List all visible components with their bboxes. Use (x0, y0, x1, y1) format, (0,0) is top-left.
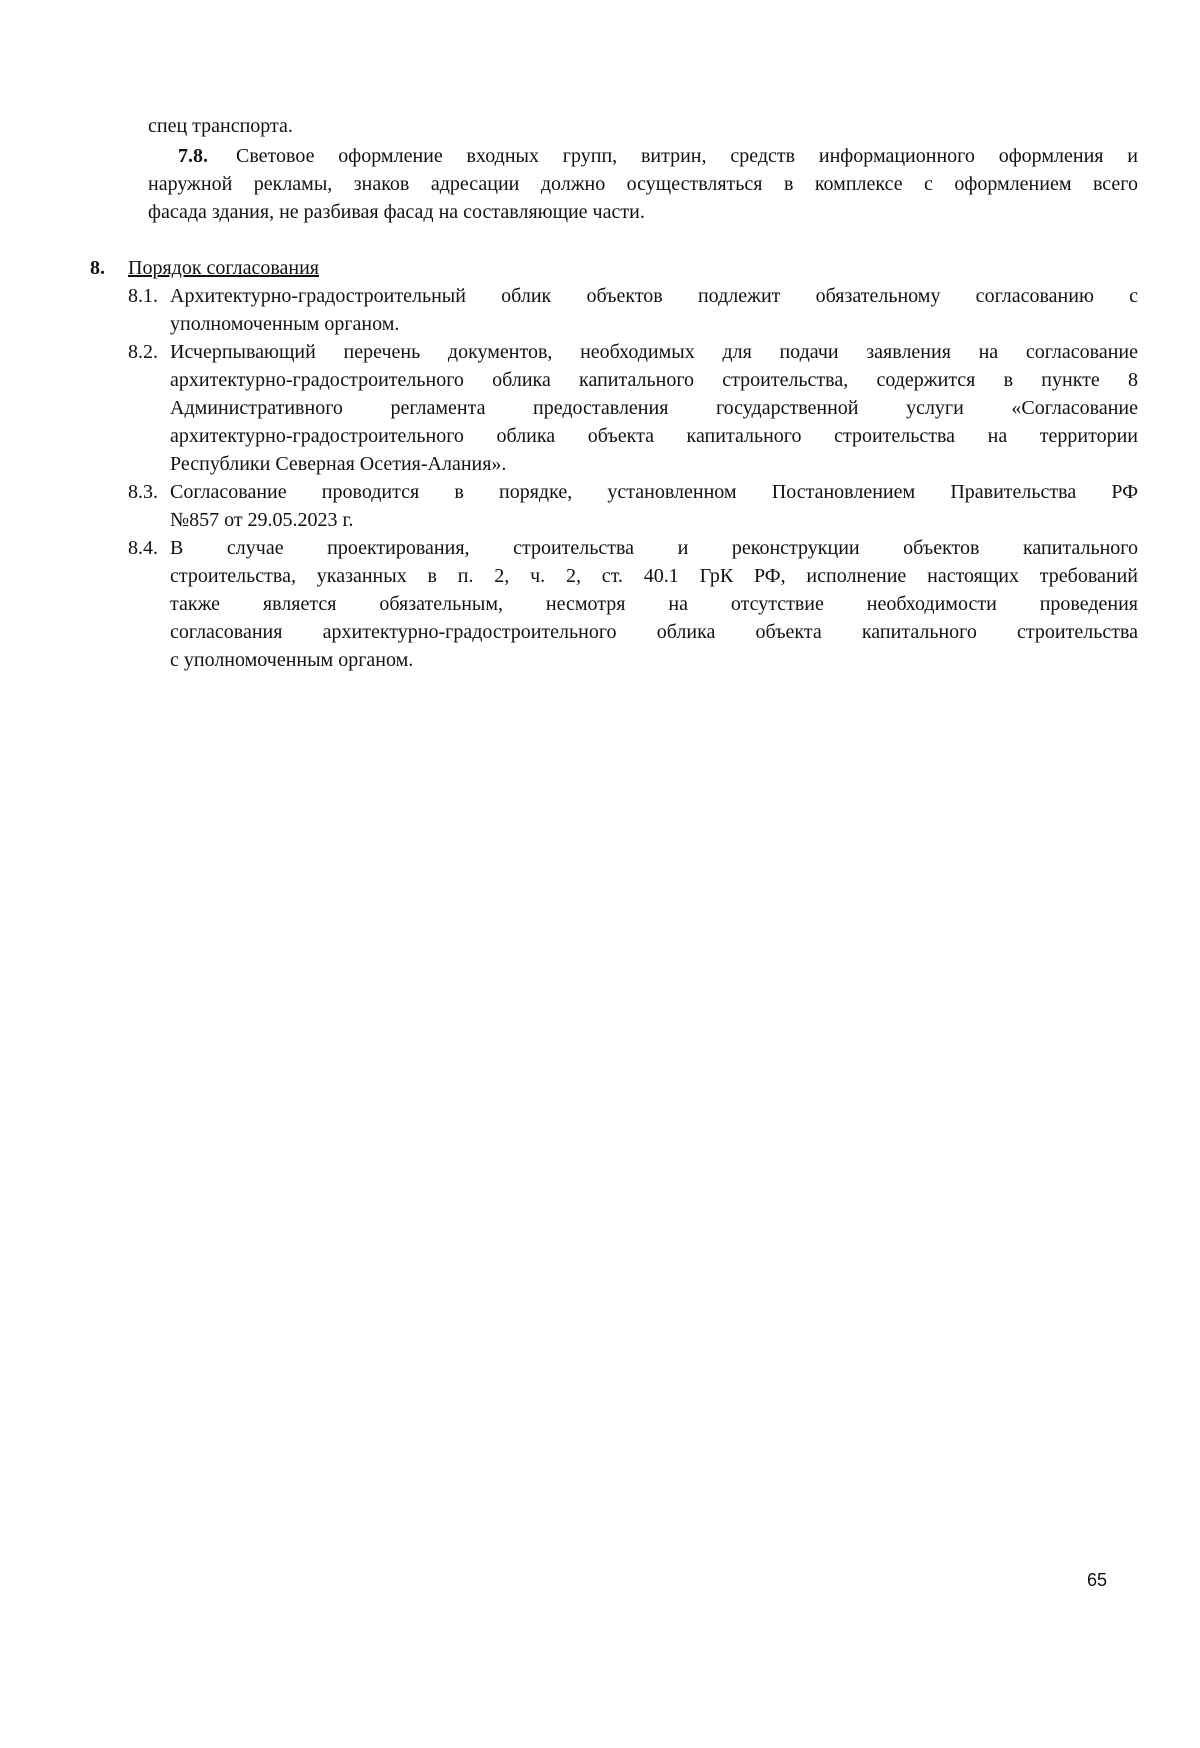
item-line: Административного регламента предоставления государственной услуги «Согласование (170, 397, 1138, 419)
paragraph-line: Световое оформление входных групп, витрин, средств информационного оформления и (236, 145, 1138, 167)
item-line: с уполномоченным органом. (170, 649, 414, 671)
page-number: 65 (1087, 1570, 1108, 1590)
item-number: 8.4. (128, 537, 158, 559)
item-number: 8.1. (128, 285, 158, 307)
item-line: согласования архитектурно-градостроительного облика объекта капитального строительства (170, 621, 1138, 643)
section-title: Порядок согласования (128, 257, 319, 279)
item-number: 8.2. (128, 341, 158, 363)
item-line: Согласование проводится в порядке, установленном Постановлением Правительства РФ (170, 481, 1138, 503)
item-line: В случае проектирования, строительства и реконструкции объектов капитального (170, 537, 1138, 559)
item-line: также является обязательным, несмотря на отсутствие необходимости проведения (170, 593, 1138, 615)
item-line: архитектурно-градостроительного облика объекта капитального строительства на территории (170, 425, 1138, 447)
paragraph-line: наружной рекламы, знаков адресации должно осуществляться в комплексе с оформлением всего (148, 173, 1138, 195)
item-line: Республики Северная Осетия-Алания». (170, 453, 507, 475)
item-line: Архитектурно-градостроительный облик объектов подлежит обязательному согласованию с (170, 285, 1138, 307)
item-line: архитектурно-градостроительного облика капитального строительства, содержится в пункте 8 (170, 369, 1138, 391)
item-line: Исчерпывающий перечень документов, необходимых для подачи заявления на согласование (170, 341, 1138, 363)
item-line: уполномоченным органом. (170, 313, 400, 335)
item-number: 8.3. (128, 481, 158, 503)
section-number: 8. (90, 257, 105, 279)
paragraph-line: спец транспорта. (148, 115, 293, 137)
paragraph-line: фасада здания, не разбивая фасад на составляющие части. (148, 201, 645, 223)
paragraph-number: 7.8. (178, 145, 208, 167)
item-line: строительства, указанных в п. 2, ч. 2, ст. 40.1 ГрК РФ, исполнение настоящих требований (170, 565, 1138, 587)
item-line: №857 от 29.05.2023 г. (170, 509, 354, 531)
